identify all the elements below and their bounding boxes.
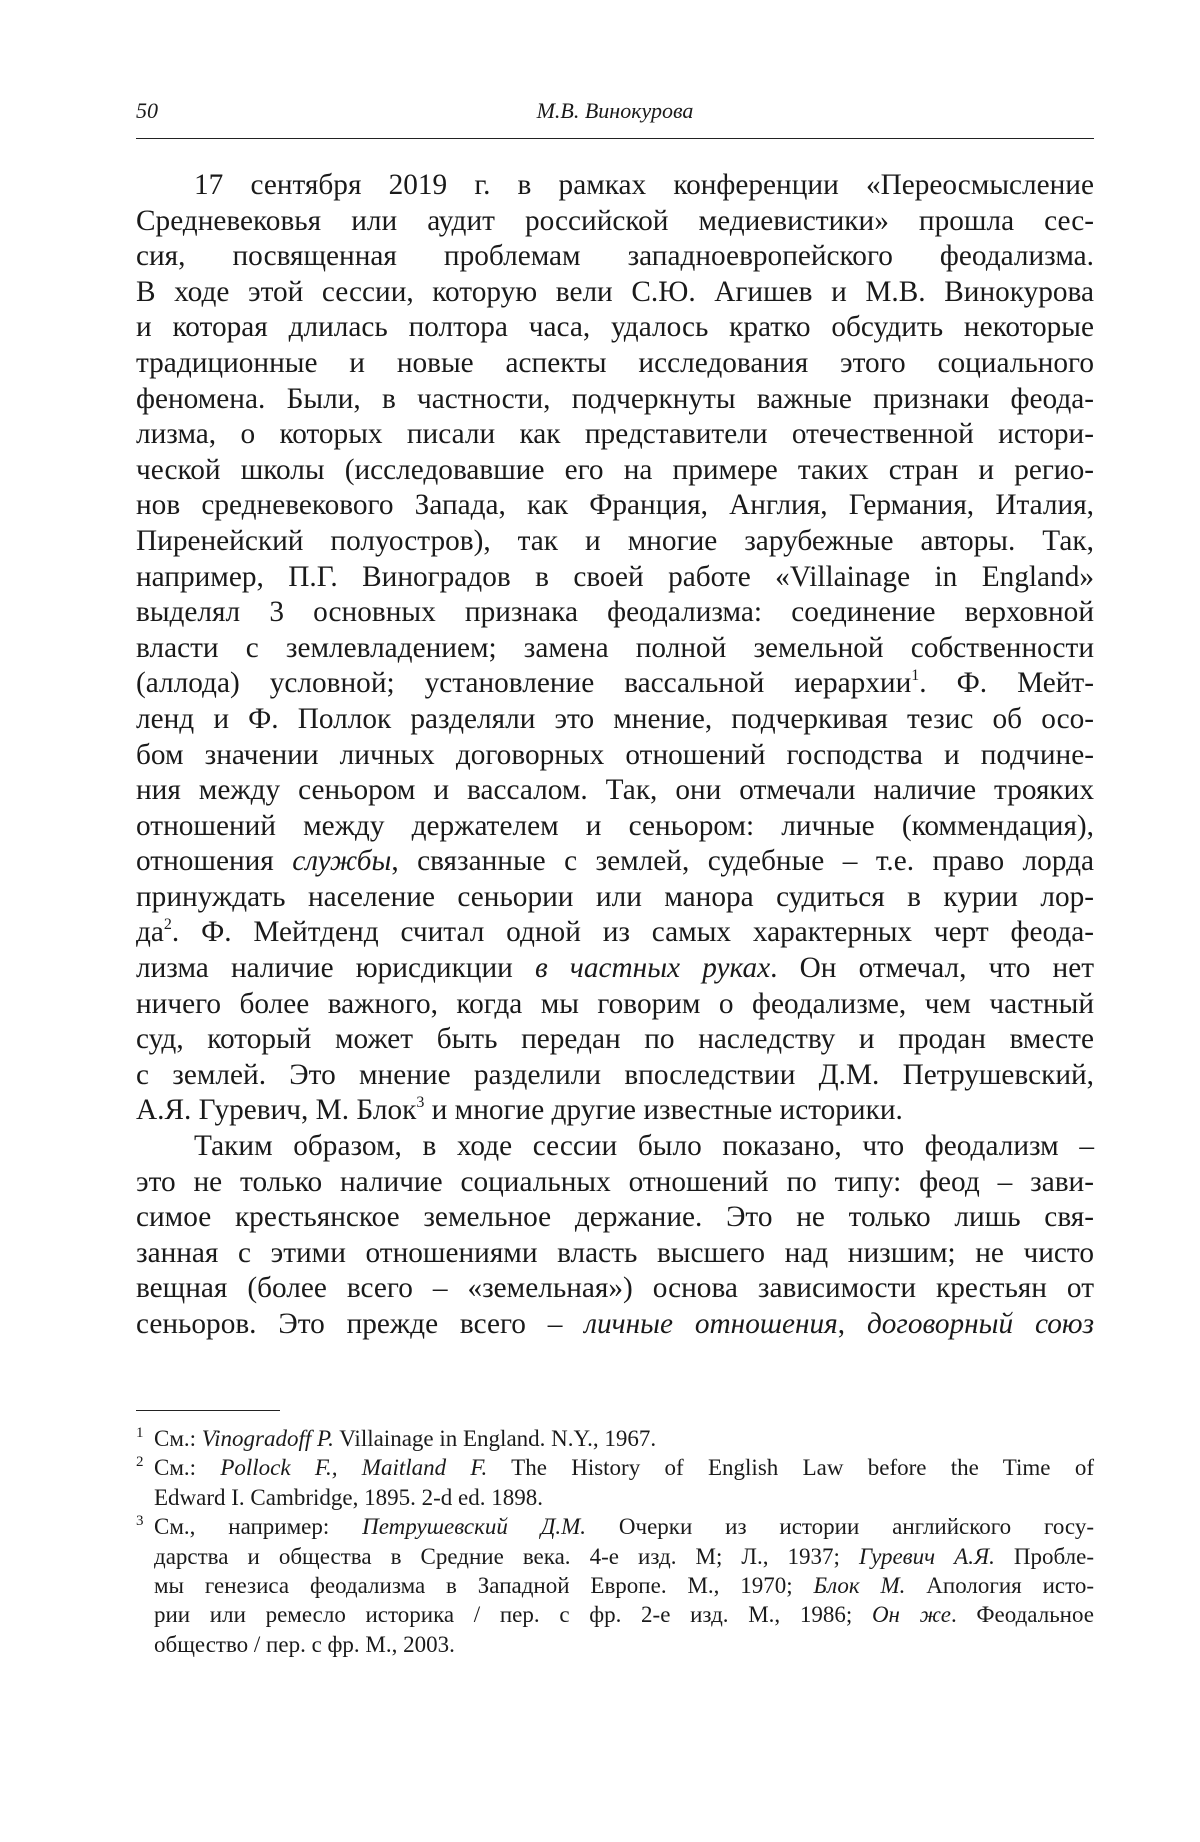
- footnote-separator: [136, 1410, 280, 1411]
- text-segment: Villainage in England. N.Y., 1967.: [334, 1426, 656, 1451]
- footnote-line: [154, 1542, 1094, 1571]
- italic-term: в частных руках: [535, 952, 770, 984]
- author-name: Блок М.: [814, 1573, 906, 1598]
- text-line: сия, посвященная проблемам западноевропейского феодализма.: [136, 239, 1094, 275]
- paragraph-2: [136, 1129, 1094, 1343]
- text-segment: мы генезиса феодализма в Западной Европе. М., 1970;: [154, 1573, 814, 1598]
- text-line: с землей. Это мнение разделили впоследствии Д.М. Петрушевский,: [136, 1058, 1094, 1094]
- text-line: бом значении личных договорных отношений господства и подчине-: [136, 738, 1094, 774]
- text-line: это не только наличие социальных отношений по типу: феод – зави-: [136, 1165, 1094, 1201]
- text-segment: The History of English Law before the Time of: [487, 1455, 1094, 1480]
- text-line: Средневековья или аудит российской медиевистики» прошла сес-: [136, 204, 1094, 240]
- text-line: Таким образом, в ходе сессии было показано, что феодализм –: [136, 1129, 1094, 1165]
- text-line: [136, 1093, 1094, 1129]
- running-title: М.В. Винокурова: [136, 98, 1094, 124]
- text-segment: да: [136, 916, 164, 948]
- author-name: Pollock F., Maitland F.: [220, 1455, 487, 1480]
- text-segment: . Он отмечал, что нет: [770, 952, 1094, 984]
- footnote-line: [154, 1512, 1094, 1541]
- text-segment: См.:: [154, 1455, 220, 1480]
- italic-term: договорный союз: [867, 1308, 1094, 1340]
- footnote-line: [154, 1600, 1094, 1629]
- footnote-line: Edward I. Cambridge, 1895. 2-d ed. 1898.: [154, 1483, 1094, 1512]
- text-segment: лизма наличие юрисдикции: [136, 952, 535, 984]
- text-segment: и многие другие известные историки.: [424, 1094, 903, 1126]
- text-line: ленд и Ф. Поллок разделяли это мнение, подчеркивая тезис об осо-: [136, 702, 1094, 738]
- text-line: занная с этими отношениями власть высшего над низшим; не чисто: [136, 1236, 1094, 1272]
- footnote-mark: 3: [136, 1507, 144, 1536]
- header-rule: [136, 138, 1094, 139]
- footnote-2: [136, 1453, 1094, 1512]
- footnote-ref-2[interactable]: 2: [164, 916, 172, 933]
- footnote-line: [154, 1424, 1094, 1453]
- footnote-ref-3[interactable]: 3: [416, 1094, 424, 1111]
- document-page: [0, 0, 1200, 1842]
- author-name: Гуревич А.Я.: [859, 1544, 995, 1569]
- text-line: традиционные и новые аспекты исследования этого социального: [136, 346, 1094, 382]
- text-line: ческой школы (исследовавшие его на примере таких стран и регио-: [136, 453, 1094, 489]
- text-segment: . Феодальное: [951, 1602, 1094, 1627]
- text-line: и которая длилась полтора часа, удалось кратко обсудить некоторые: [136, 310, 1094, 346]
- footnote-mark: 2: [136, 1448, 144, 1477]
- footnote-ref-1[interactable]: 1: [911, 667, 919, 684]
- author-name: Он же: [872, 1602, 951, 1627]
- text-line: отношений между держателем и сеньором: личные (коммендация),: [136, 809, 1094, 845]
- footnote-line: [154, 1453, 1094, 1482]
- author-name: Vinogradoff P.: [202, 1426, 334, 1451]
- paragraph-1: [136, 168, 1094, 1129]
- text-segment: сеньоров. Это прежде всего –: [136, 1308, 584, 1340]
- text-segment: , связанные с землей, судебные – т.е. право лорда: [391, 845, 1094, 877]
- text-line: феномена. Были, в частности, подчеркнуты важные признаки феода-: [136, 382, 1094, 418]
- text-line: суд, который может быть передан по наследству и продан вместе: [136, 1022, 1094, 1058]
- text-line: [136, 951, 1094, 987]
- text-line: вещная (более всего – «земельная») основа зависимости крестьян от: [136, 1271, 1094, 1307]
- text-segment: . Ф. Мейтденд считал одной из самых характерных черт феода-: [172, 916, 1094, 948]
- text-line: [136, 666, 1094, 702]
- footnotes: [136, 1424, 1094, 1659]
- text-line: власти с землевладением; замена полной земельной собственности: [136, 631, 1094, 667]
- text-segment: А.Я. Гуревич, М. Блок: [136, 1094, 416, 1126]
- italic-term: личные отношения: [584, 1308, 838, 1340]
- text-line: 17 сентября 2019 г. в рамках конференции «Переосмысление: [136, 168, 1094, 204]
- text-segment: отношения: [136, 845, 292, 877]
- text-segment: Пробле-: [995, 1544, 1094, 1569]
- text-segment: ,: [838, 1308, 867, 1340]
- text-segment: См.:: [154, 1426, 202, 1451]
- page-number: 50: [136, 98, 158, 124]
- text-segment: (аллода) условной; установление вассальной иерархии: [136, 667, 911, 699]
- text-segment: Очерки из истории английского госу-: [586, 1514, 1094, 1539]
- author-name: Петрушевский Д.М.: [362, 1514, 586, 1539]
- text-line: [136, 915, 1094, 951]
- text-segment: . Ф. Мейт-: [919, 667, 1094, 699]
- footnote-1: [136, 1424, 1094, 1453]
- italic-term: службы: [292, 845, 391, 877]
- text-line: [136, 844, 1094, 880]
- text-segment: Апология исто-: [905, 1573, 1094, 1598]
- text-segment: дарства и общества в Средние века. 4-е изд. М; Л., 1937;: [154, 1544, 859, 1569]
- text-line: симое крестьянское земельное держание. Это не только лишь свя-: [136, 1200, 1094, 1236]
- text-line: [136, 1307, 1094, 1343]
- footnote-mark: 1: [136, 1419, 144, 1448]
- main-text: [136, 168, 1094, 1343]
- text-line: например, П.Г. Виноградов в своей работе «Villainage in England»: [136, 560, 1094, 596]
- text-line: В ходе этой сессии, которую вели С.Ю. Агишев и М.В. Винокурова: [136, 275, 1094, 311]
- footnote-3: [136, 1512, 1094, 1659]
- text-line: выделял 3 основных признака феодализма: соединение верховной: [136, 595, 1094, 631]
- text-line: ничего более важного, когда мы говорим о феодализме, чем частный: [136, 987, 1094, 1023]
- page-header: [136, 98, 1094, 136]
- footnote-line: общество / пер. с фр. М., 2003.: [154, 1630, 1094, 1659]
- text-line: лизма, о которых писали как представители отечественной истори-: [136, 417, 1094, 453]
- text-segment: рии или ремесло историка / пер. с фр. 2-е изд. М., 1986;: [154, 1602, 872, 1627]
- text-line: принуждать население сеньории или манора судиться в курии лор-: [136, 880, 1094, 916]
- text-line: Пиренейский полуостров), так и многие зарубежные авторы. Так,: [136, 524, 1094, 560]
- text-line: нов средневекового Запада, как Франция, Англия, Германия, Италия,: [136, 488, 1094, 524]
- text-segment: См., например:: [154, 1514, 362, 1539]
- footnote-line: [154, 1571, 1094, 1600]
- text-line: ния между сеньором и вассалом. Так, они отмечали наличие трояких: [136, 773, 1094, 809]
